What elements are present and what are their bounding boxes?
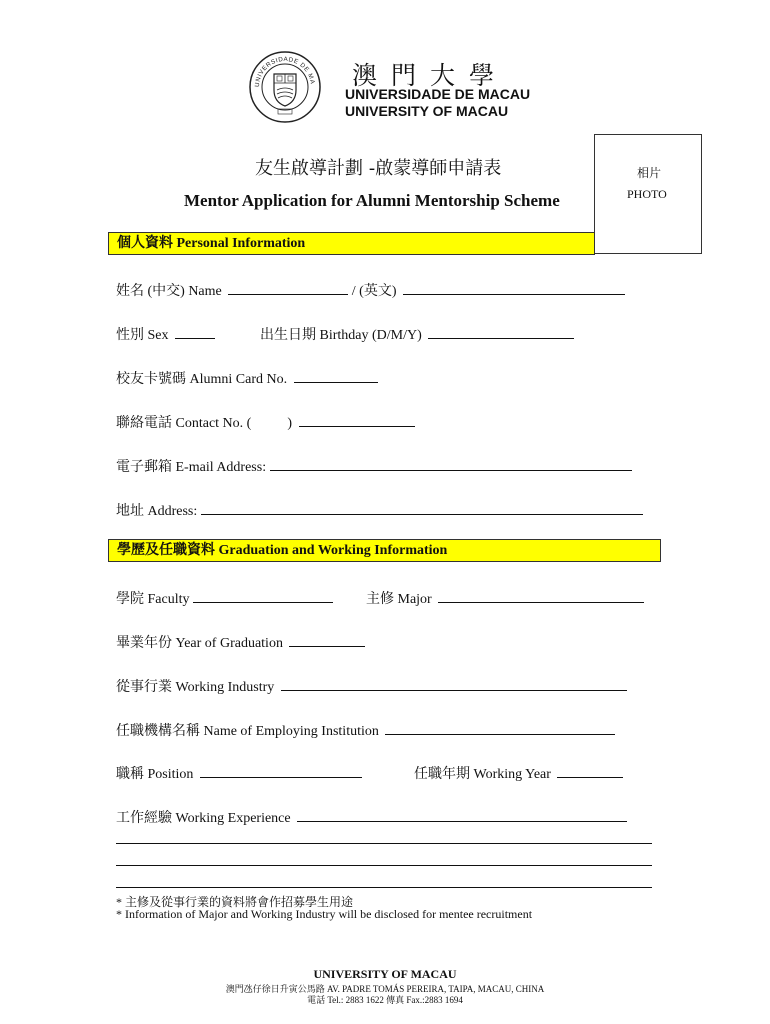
position-label: 職稱 Position xyxy=(116,767,194,782)
industry-row xyxy=(116,676,627,696)
graduation-info-section-header: 學歷及任職資料 Graduation and Working Information xyxy=(108,539,661,562)
footer-address: 澳門氹仔徐日升寅公馬路 AV. PADRE TOMÁS PEREIRA, TAIPA, MACAU, CHINA xyxy=(225,984,545,994)
name-en-label: / (英文) xyxy=(351,284,397,299)
name-row xyxy=(116,280,625,300)
sex-field[interactable] xyxy=(175,326,215,339)
experience-row xyxy=(116,807,627,827)
photo-label-cn: 相片 xyxy=(637,166,662,180)
contact-label: 聯絡電話 Contact No. ( xyxy=(116,416,252,431)
birthday-group xyxy=(260,324,574,344)
experience-line-4[interactable] xyxy=(116,887,652,888)
form-title-cn: 友生啟導計劃 -啟蒙導師申請表 xyxy=(255,158,502,179)
address-label: 地址 Address: xyxy=(116,504,198,519)
name-label: 姓名 (中交) Name xyxy=(116,284,222,299)
experience-line-3[interactable] xyxy=(116,865,652,866)
industry-label: 從事行業 Working Industry xyxy=(116,680,275,695)
university-name-cn: 澳門大學 xyxy=(352,61,509,90)
birthday-field[interactable] xyxy=(428,326,574,339)
email-row xyxy=(116,456,632,476)
university-seal-logo xyxy=(248,50,322,124)
contact-area-code-field[interactable] xyxy=(258,415,284,427)
institution-row xyxy=(116,720,615,740)
name-cn-field[interactable] xyxy=(228,282,348,295)
seal-text: UNIVERSIDADE DE MA xyxy=(253,55,316,88)
footer-phone: 電話 Tel.: 2883 1622 傳真 Fax.:2883 1694 xyxy=(307,995,463,1005)
experience-field[interactable] xyxy=(297,809,627,822)
personal-info-section-header: 個人資料 Personal Information xyxy=(108,232,595,255)
industry-field[interactable] xyxy=(281,678,627,691)
address-row xyxy=(116,500,643,520)
name-en-field[interactable] xyxy=(403,282,625,295)
experience-line-2[interactable] xyxy=(116,843,652,844)
note-en: * Information of Major and Working Industry will be disclosed for mentee recruitment xyxy=(116,907,533,921)
sex-label: 性別 Sex xyxy=(116,328,169,343)
photo-label-en: PHOTO xyxy=(627,187,667,201)
email-field[interactable] xyxy=(270,458,632,471)
contact-field[interactable] xyxy=(299,414,415,427)
address-field[interactable] xyxy=(201,502,643,515)
email-label: 電子郵箱 E-mail Address: xyxy=(116,460,267,475)
faculty-group xyxy=(116,588,333,608)
university-name-pt: UNIVERSIDADE DE MACAU xyxy=(345,86,531,102)
form-title-en: Mentor Application for Alumni Mentorship Scheme xyxy=(184,191,560,210)
graduation-year-field[interactable] xyxy=(289,634,365,647)
contact-close-paren: ) xyxy=(287,416,292,431)
position-group xyxy=(116,763,362,783)
graduation-year-row xyxy=(116,632,365,652)
note-cn: * 主修及從事行業的資料將會作招募學生用途 xyxy=(116,895,354,909)
graduation-year-label: 畢業年份 Year of Graduation xyxy=(116,636,283,651)
faculty-field[interactable] xyxy=(193,590,333,603)
position-field[interactable] xyxy=(200,765,362,778)
major-group xyxy=(366,588,644,608)
sex-label-group xyxy=(116,324,215,344)
major-field[interactable] xyxy=(438,590,644,603)
alumni-card-field[interactable] xyxy=(294,370,378,383)
alumni-card-label: 校友卡號碼 Alumni Card No. xyxy=(116,372,288,387)
working-year-label: 任職年期 Working Year xyxy=(414,767,551,782)
institution-label: 任職機構名稱 Name of Employing Institution xyxy=(116,724,379,739)
university-name-en: UNIVERSITY OF MACAU xyxy=(345,103,509,119)
working-year-field[interactable] xyxy=(557,765,623,778)
contact-row xyxy=(116,412,415,432)
faculty-label: 學院 Faculty xyxy=(116,592,190,607)
footer-title: UNIVERSITY OF MACAU xyxy=(313,967,457,981)
alumni-card-row xyxy=(116,368,378,388)
experience-label: 工作經驗 Working Experience xyxy=(116,811,291,826)
major-label: 主修 Major xyxy=(366,592,432,607)
birthday-label: 出生日期 Birthday (D/M/Y) xyxy=(260,328,422,343)
svg-text:UNIVERSIDADE DE MACAU xyxy=(248,50,316,87)
working-year-group xyxy=(414,763,623,783)
institution-field[interactable] xyxy=(385,722,615,735)
